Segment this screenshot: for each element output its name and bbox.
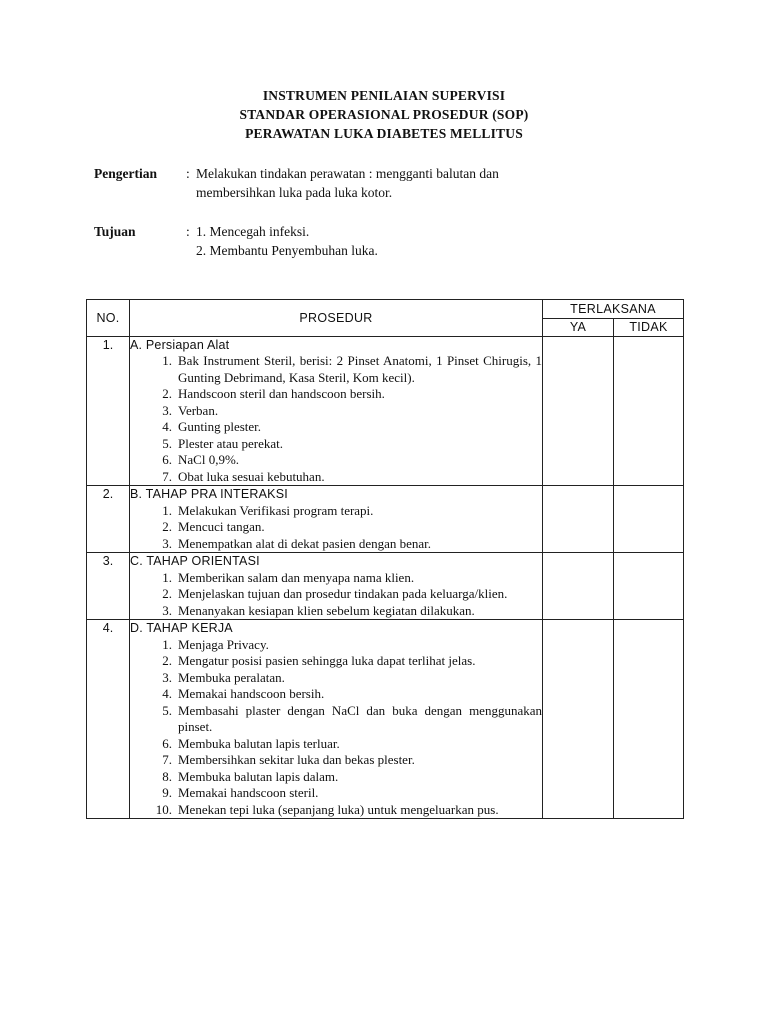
section-title: C. TAHAP ORIENTASI <box>130 554 260 568</box>
pengertian-line-2: membersihkan luka pada luka kotor. <box>196 185 393 200</box>
step-text: Gunting plester. <box>178 419 262 434</box>
step-number: 1. <box>162 636 172 652</box>
step-number: 8. <box>162 768 172 784</box>
step-text: Mencuci tangan. <box>178 519 265 534</box>
document-title-block <box>0 86 768 143</box>
procedure-step-list <box>130 503 542 553</box>
section-title: B. TAHAP PRA INTERAKSI <box>130 487 288 501</box>
section-title: D. TAHAP KERJA <box>130 621 233 635</box>
step-number: 2. <box>162 586 172 601</box>
step-text: NaCl 0,9%. <box>178 452 240 467</box>
checkbox-cell-tidak[interactable] <box>614 620 684 819</box>
step-text: Memberikan salam dan menyapa nama klien. <box>178 569 415 585</box>
header-no: NO. <box>87 300 130 337</box>
checkbox-cell-ya[interactable] <box>543 336 614 486</box>
step-number: 3. <box>162 602 172 618</box>
step-number: 6. <box>162 452 172 467</box>
step-number: 5. <box>162 702 172 718</box>
step-text: Bak Instrument Steril, berisi: 2 Pinset Anatomi, 1 Pinset Chirugis, 1 Gunting Debrimand, Kasa Steril, Kom kecil). <box>178 353 542 385</box>
list-item <box>130 436 542 453</box>
document-title-line-2: STANDAR OPERASIONAL PROSEDUR (SOP) <box>239 107 529 122</box>
step-number: 7. <box>162 468 172 484</box>
step-number: 9. <box>162 785 172 800</box>
step-text: Menempatkan alat di dekat pasien dengan benar. <box>178 535 432 551</box>
step-text: Verban. <box>178 402 219 418</box>
tujuan-text <box>196 222 554 260</box>
document-title-line-3: PERAWATAN LUKA DIABETES MELLITUS <box>245 126 523 141</box>
list-item <box>130 570 542 587</box>
step-text: Melakukan Verifikasi program terapi. <box>178 502 374 518</box>
list-item <box>130 785 542 802</box>
tujuan-line-1: 1. Mencegah infeksi. <box>196 224 310 239</box>
tujuan-separator: : <box>186 224 190 239</box>
pengertian-line-1: Melakukan tindakan perawatan : mengganti balutan dan <box>196 166 499 181</box>
procedure-step-list <box>130 637 542 819</box>
list-item <box>130 403 542 420</box>
table-row <box>87 336 684 486</box>
document-title-line-1: INSTRUMEN PENILAIAN SUPERVISI <box>262 88 506 103</box>
procedure-cell <box>130 336 543 486</box>
pengertian-section <box>94 164 554 202</box>
list-item <box>130 637 542 654</box>
step-number: 10. <box>155 801 172 817</box>
procedure-step-list <box>130 353 542 485</box>
list-item <box>130 586 542 603</box>
list-item <box>130 752 542 769</box>
tujuan-section <box>94 222 554 260</box>
header-prosedur: PROSEDUR <box>130 300 543 337</box>
procedure-cell <box>130 486 543 553</box>
step-text: Menanyakan kesiapan klien sebelum kegiatan dilakukan. <box>178 602 475 618</box>
row-number: 2. <box>87 486 130 553</box>
step-number: 4. <box>162 686 172 701</box>
checkbox-cell-ya[interactable] <box>543 486 614 553</box>
step-text: Menekan tepi luka (sepanjang luka) untuk mengeluarkan pus. <box>178 801 499 817</box>
table-row <box>87 553 684 620</box>
step-number: 2. <box>162 386 172 401</box>
step-number: 3. <box>162 402 172 418</box>
step-text: Obat luka sesuai kebutuhan. <box>178 468 325 484</box>
list-item <box>130 603 542 620</box>
list-item <box>130 469 542 486</box>
list-item <box>130 386 542 403</box>
list-item <box>130 736 542 753</box>
step-number: 3. <box>162 669 172 685</box>
list-item <box>130 703 542 736</box>
step-number: 4. <box>162 419 172 434</box>
table-row <box>87 486 684 553</box>
checkbox-cell-tidak[interactable] <box>614 486 684 553</box>
step-text: Mengatur posisi pasien sehingga luka dapat terlihat jelas. <box>178 653 476 668</box>
pengertian-separator: : <box>186 166 190 181</box>
step-text: Membuka peralatan. <box>178 669 285 685</box>
checkbox-cell-tidak[interactable] <box>614 553 684 620</box>
step-number: 6. <box>162 735 172 751</box>
checkbox-cell-ya[interactable] <box>543 620 614 819</box>
list-item <box>130 419 542 436</box>
step-number: 5. <box>162 435 172 451</box>
list-item <box>130 353 542 386</box>
sop-table-body <box>87 336 684 819</box>
step-text: Memakai handscoon steril. <box>178 785 319 800</box>
header-ya: YA <box>543 319 614 337</box>
header-terlaksana: TERLAKSANA <box>543 300 684 319</box>
step-text: Menjaga Privacy. <box>178 636 269 652</box>
sop-procedure-table <box>86 299 684 819</box>
list-item <box>130 452 542 469</box>
checkbox-cell-ya[interactable] <box>543 553 614 620</box>
procedure-cell <box>130 553 543 620</box>
list-item <box>130 503 542 520</box>
procedure-cell <box>130 620 543 819</box>
step-text: Membuka balutan lapis terluar. <box>178 735 340 751</box>
pengertian-text <box>196 164 554 202</box>
step-text: Membasahi plaster dengan NaCl dan buka dengan menggunakan pinset. <box>178 702 542 734</box>
row-number: 1. <box>87 336 130 486</box>
list-item <box>130 670 542 687</box>
tujuan-label: Tujuan <box>94 224 136 239</box>
list-item <box>130 769 542 786</box>
table-row <box>87 620 684 819</box>
step-number: 2. <box>162 519 172 534</box>
step-number: 3. <box>162 535 172 551</box>
checkbox-cell-tidak[interactable] <box>614 336 684 486</box>
list-item <box>130 686 542 703</box>
header-tidak: TIDAK <box>614 319 684 337</box>
list-item <box>130 653 542 670</box>
list-item <box>130 536 542 553</box>
procedure-step-list <box>130 570 542 620</box>
step-text: Plester atau perekat. <box>178 435 284 451</box>
pengertian-label: Pengertian <box>94 166 157 181</box>
step-number: 1. <box>162 502 172 518</box>
step-number: 7. <box>162 752 172 767</box>
step-text: Memakai handscoon bersih. <box>178 686 325 701</box>
step-text: Handscoon steril dan handscoon bersih. <box>178 386 385 401</box>
step-number: 1. <box>162 353 172 368</box>
section-title: A. Persiapan Alat <box>130 337 230 352</box>
step-number: 1. <box>162 569 172 585</box>
step-text: Menjelaskan tujuan dan prosedur tindakan pada keluarga/klien. <box>178 586 508 601</box>
row-number: 3. <box>87 553 130 620</box>
list-item <box>130 519 542 536</box>
step-number: 2. <box>162 653 172 668</box>
row-number: 4. <box>87 620 130 819</box>
list-item <box>130 802 542 819</box>
step-text: Membersihkan sekitar luka dan bekas plester. <box>178 752 415 767</box>
step-text: Membuka balutan lapis dalam. <box>178 768 339 784</box>
tujuan-line-2: 2. Membantu Penyembuhan luka. <box>196 243 378 258</box>
